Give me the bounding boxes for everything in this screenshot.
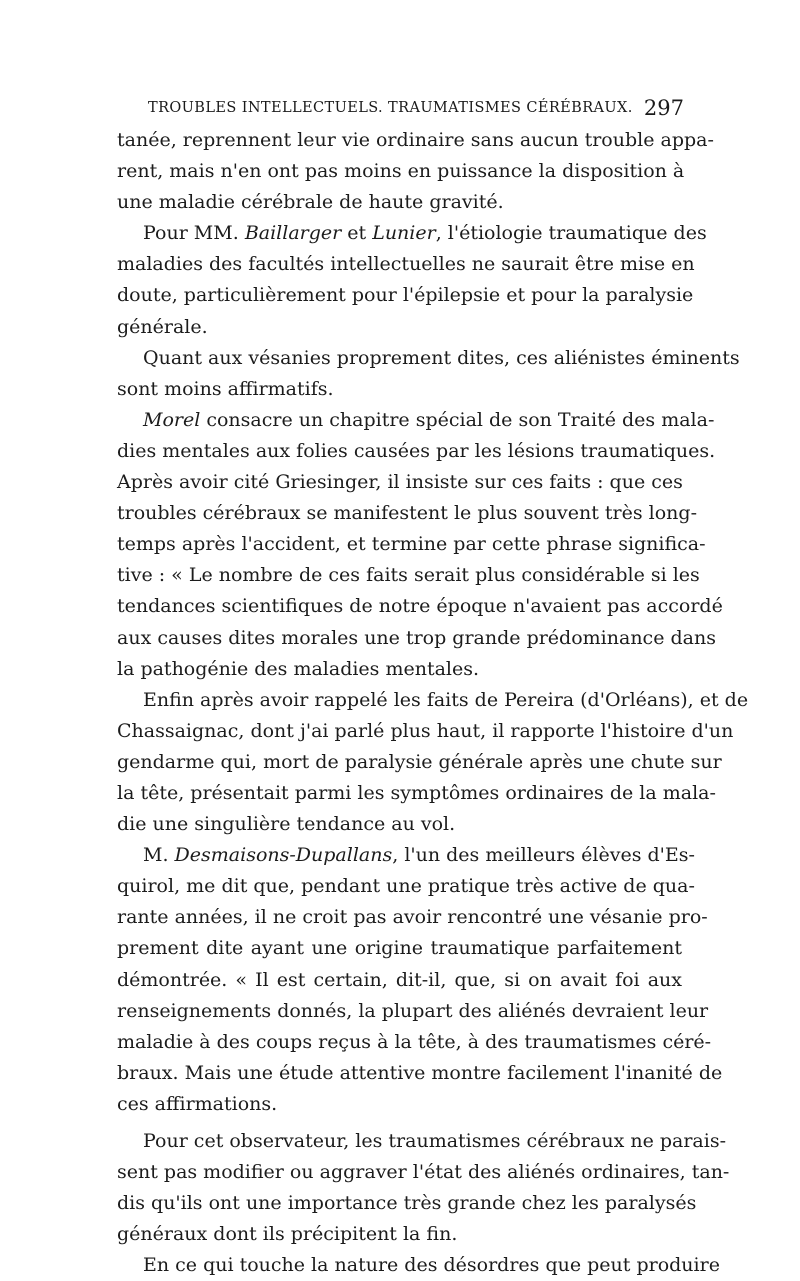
text-line: sent pas modifier ou aggraver l'état des aliénés ordinaires, tan- [117,1161,730,1184]
text-line: aux causes dites morales une trop grande prédominance dans [117,626,716,649]
text-line: doute, particulièrement pour l'épilepsie et pour la paralysie [117,284,694,307]
text-line: tanée, reprennent leur vie ordinaire sans aucun trouble appa- [117,129,714,151]
text-line: maladies des facultés intellectuelles ne saurait être mise en [117,253,695,276]
text-line: ces affirmations. [117,1092,278,1115]
text-line: la tête, présentait parmi les symptômes ordinaires de la mala- [117,781,716,804]
text-line: Enfin après avoir rappelé les faits de Pereira (d'Orléans), et de [143,688,749,711]
text-line: dis qu'ils ont une importance très grande chez les paralysés [117,1192,697,1215]
text-line: démontrée. « Il est certain, dit-il, que, si on avait foi aux [117,968,682,991]
page-number: 297 [643,96,684,120]
running-title: TROUBLES INTELLECTUELS. TRAUMATISMES CÉRÉBRAUX. [148,100,633,116]
text-line: Pour cet observateur, les traumatismes cérébraux ne parais- [143,1130,726,1152]
text-fragment: consacre un chapitre spécial de son Traité des mala- [200,408,715,431]
text-line: renseignements donnés, la plupart des aliénés devraient leur [117,999,709,1022]
text-line: temps après l'accident, et termine par cette phrase significa- [117,533,706,556]
text-line: quirol, me dit que, pendant une pratique très active de qua- [117,875,695,898]
text-line [117,405,715,436]
author-name-morel: Morel [143,408,201,431]
text-line [117,218,707,249]
text-line: maladie à des coups reçus à la tête, à des traumatismes céré- [117,1030,712,1053]
text-line [117,840,695,871]
text-line: En ce qui touche la nature des désordres que peut produire [143,1254,720,1277]
text-line: la pathogénie des maladies mentales. [117,657,480,680]
text-line: prement dite ayant une origine traumatique parfaitement [117,937,682,960]
text-line: sont moins affirmatifs. [117,377,334,400]
text-line: dies mentales aux folies causées par les lésions traumatiques. [117,439,716,462]
text-line: tive : « Le nombre de ces faits serait plus considérable si les [117,564,700,587]
text-line: rent, mais n'en ont pas moins en puissance la disposition à [117,160,685,183]
text-fragment: Pour MM. [143,222,245,245]
text-fragment: , l'un des meilleurs élèves d'Es- [392,844,695,867]
author-name-baillarger: Baillarger [244,222,342,245]
text-line: rante années, il ne croit pas avoir rencontré une vésanie pro- [117,906,708,929]
text-line: générale. [117,315,208,338]
text-line: tendances scientifiques de notre époque n'avaient pas accordé [117,595,723,618]
text-line: généraux dont ils précipitent la fin. [117,1223,458,1246]
text-fragment: , l'étiologie traumatique des [435,222,707,245]
text-line: gendarme qui, mort de paralysie générale après une chute sur [117,750,722,773]
text-fragment: M. [143,844,175,867]
text-fragment: et [341,222,373,245]
text-line: braux. Mais une étude attentive montre facilement l'inanité de [117,1061,723,1084]
body-text [117,125,749,1281]
text-line: Après avoir cité Griesinger, il insiste sur ces faits : que ces [117,471,683,494]
text-line: Quant aux vésanies proprement dites, ces aliénistes éminents [143,346,740,369]
text-line: Chassaignac, dont j'ai parlé plus haut, il rapporte l'histoire d'un [117,719,734,742]
text-line: die une singulière tendance au vol. [117,813,456,836]
author-name-lunier: Lunier [372,222,436,245]
text-line: une maladie cérébrale de haute gravité. [117,191,504,214]
author-name-desmaisons-dupallans: Desmaisons-Dupallans [174,844,393,867]
running-header [148,96,684,122]
text-line: troubles cérébraux se manifestent le plus souvent très long- [117,502,697,525]
